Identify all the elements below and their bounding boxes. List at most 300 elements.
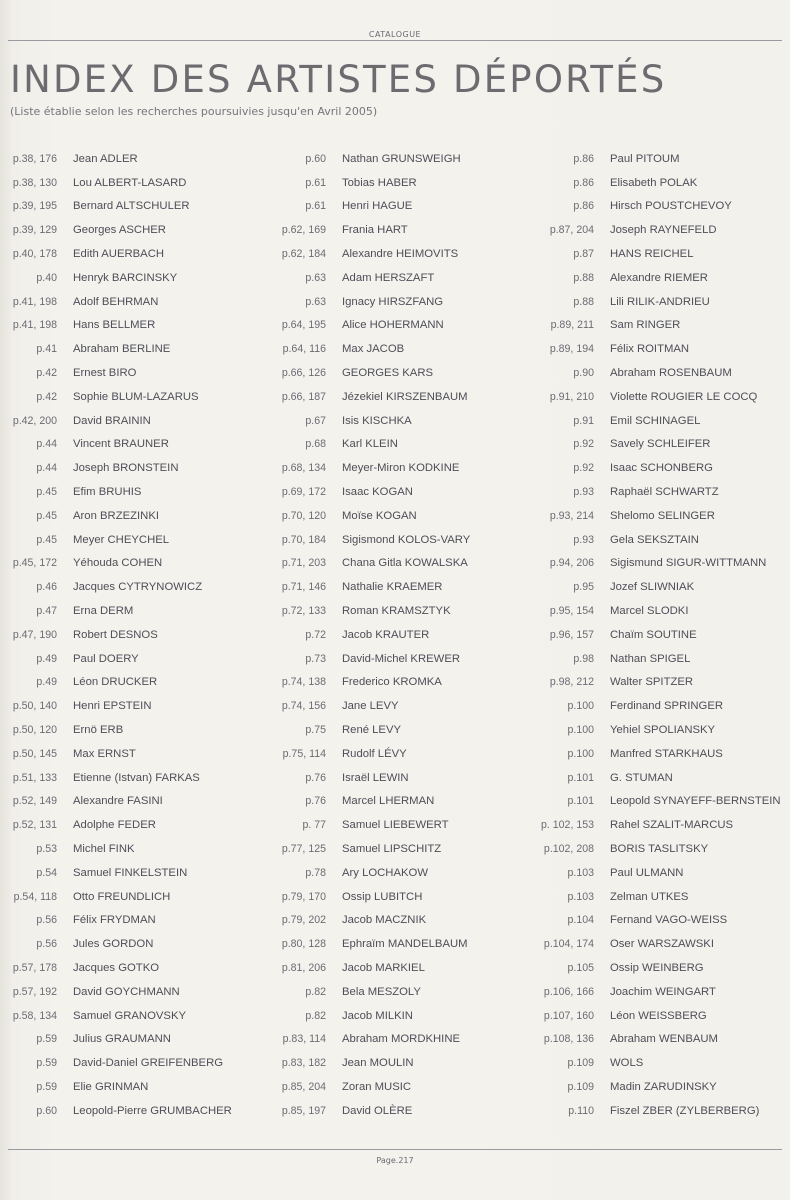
index-entry xyxy=(270,242,530,266)
page-reference: p.59 xyxy=(36,1080,57,1093)
index-entry xyxy=(270,1099,530,1123)
index-entry xyxy=(530,813,790,837)
index-entry xyxy=(530,742,790,766)
page-reference: p.45, 172 xyxy=(12,557,57,570)
index-entry xyxy=(0,456,260,480)
index-entry xyxy=(270,623,530,647)
index-entry xyxy=(0,1075,260,1099)
page-reference: p.72, 133 xyxy=(281,605,326,618)
page-reference: p.45 xyxy=(36,533,57,546)
index-entry xyxy=(270,361,530,385)
page-reference: p.78 xyxy=(305,866,326,879)
artist-name: René LEVY xyxy=(342,724,402,737)
page-reference: p.68 xyxy=(305,438,326,451)
page-reference: p.74, 138 xyxy=(281,676,326,689)
artist-name: David-Michel KREWER xyxy=(342,652,461,665)
page-reference: p.105 xyxy=(567,961,594,974)
index-entry xyxy=(0,766,260,790)
artist-name: Vincent BRAUNER xyxy=(73,438,169,451)
index-entry xyxy=(270,409,530,433)
artist-name: Max ERNST xyxy=(73,747,136,760)
artist-name: Emil SCHINAGEL xyxy=(610,414,701,427)
artist-name: Yehiel SPOLIANSKY xyxy=(610,724,716,737)
index-entry xyxy=(0,528,260,552)
artist-name: GEORGES KARS xyxy=(342,367,434,380)
index-entry xyxy=(530,909,790,933)
page-reference: p.90 xyxy=(573,367,594,380)
page-reference: p.110 xyxy=(568,1104,594,1117)
index-entry xyxy=(530,718,790,742)
page-reference: p.80, 128 xyxy=(281,938,326,951)
page-reference: p.104 xyxy=(567,914,594,927)
index-entry xyxy=(0,790,260,814)
index-entry xyxy=(270,171,530,195)
page-reference: p.64, 195 xyxy=(281,319,326,332)
index-entry xyxy=(530,290,790,314)
index-entry xyxy=(0,504,260,528)
page-reference: p.93, 214 xyxy=(549,509,594,522)
artist-name: Jules GORDON xyxy=(73,938,154,951)
artist-name: Hans BELLMER xyxy=(73,319,156,332)
page-reference: p.59 xyxy=(36,1033,57,1046)
page-reference: p.94, 206 xyxy=(549,557,594,570)
index-entry xyxy=(530,528,790,552)
index-entry xyxy=(270,885,530,909)
page-reference: p.86 xyxy=(573,176,594,189)
page-reference: p.39, 129 xyxy=(12,224,57,237)
artist-name: Abraham BERLINE xyxy=(73,343,171,356)
artist-name: Lili RILIK-ANDRIEU xyxy=(610,295,710,308)
artist-name: Max JACOB xyxy=(342,343,405,356)
index-entry xyxy=(0,480,260,504)
artist-name: Samuel LIPSCHITZ xyxy=(342,843,442,855)
page-reference: p.98 xyxy=(573,652,594,665)
index-entry xyxy=(530,337,790,361)
artist-name: Samuel LIEBEWERT xyxy=(342,819,449,832)
artist-name: Ossip WEINBERG xyxy=(610,961,704,974)
index-entry xyxy=(270,956,530,980)
index-entry xyxy=(270,671,530,695)
artist-name: Roman KRAMSZTYK xyxy=(342,605,451,618)
page-reference: p.42 xyxy=(36,367,57,380)
artist-name: Marcel LHERMAN xyxy=(342,795,435,808)
page-reference: p.79, 202 xyxy=(281,914,326,927)
index-entry xyxy=(0,433,260,457)
artist-name: Léon WEISSBERG xyxy=(610,1009,707,1022)
page-reference: p.61 xyxy=(305,200,326,213)
artist-name: David OLÈRE xyxy=(342,1104,413,1117)
artist-name: David BRAININ xyxy=(73,414,151,427)
artist-name: Jacques GOTKO xyxy=(73,961,160,974)
index-entry xyxy=(270,790,530,814)
page-reference: p.52, 149 xyxy=(12,795,57,808)
page-reference: p.98, 212 xyxy=(549,676,594,689)
page-reference: p.87 xyxy=(573,248,594,261)
artist-name: Robert DESNOS xyxy=(73,628,158,641)
page-reference: p.101 xyxy=(567,771,594,784)
page-reference: p.100 xyxy=(567,724,594,737)
index-entry xyxy=(270,1075,530,1099)
index-entry xyxy=(270,813,530,837)
index-entry xyxy=(530,171,790,195)
artist-name: Nathan SPIGEL xyxy=(610,652,691,665)
page-reference: p.51, 133 xyxy=(12,771,57,784)
index-entry xyxy=(530,385,790,409)
page-reference: p.57, 178 xyxy=(12,961,57,974)
page-reference: p.82 xyxy=(305,1009,326,1022)
index-entry xyxy=(0,1051,260,1075)
page-reference: p.71, 203 xyxy=(281,557,326,570)
index-entry xyxy=(270,647,530,671)
artist-name: Manfred STARKHAUS xyxy=(610,747,723,760)
page-reference: p.52, 131 xyxy=(12,819,57,832)
artist-name: Joseph RAYNEFELD xyxy=(610,224,717,237)
artist-name: Joachim WEINGART xyxy=(610,985,716,998)
index-entry xyxy=(530,242,790,266)
artist-name: Abraham ROSENBAUM xyxy=(610,367,732,380)
index-entry xyxy=(0,195,260,219)
index-entry xyxy=(270,433,530,457)
index-entry xyxy=(270,147,530,171)
page-reference: p.47 xyxy=(36,605,57,618)
index-entry xyxy=(0,266,260,290)
page-reference: p.70, 184 xyxy=(281,533,326,546)
artist-name: Jézekiel KIRSZENBAUM xyxy=(342,390,468,403)
footer-divider xyxy=(8,1149,782,1150)
index-entry xyxy=(530,361,790,385)
page-reference: p.83, 182 xyxy=(281,1057,326,1070)
artist-name: HANS REICHEL xyxy=(610,248,694,261)
index-entry xyxy=(0,837,260,861)
page-reference: p.63 xyxy=(305,271,326,284)
page-reference: p.76 xyxy=(305,771,326,784)
index-entry xyxy=(270,766,530,790)
page-reference: p.88 xyxy=(573,271,594,284)
page-reference: p.101 xyxy=(567,795,594,808)
index-entry xyxy=(530,837,790,861)
page-reference: p.81, 206 xyxy=(281,961,326,974)
index-entry xyxy=(530,409,790,433)
artist-name: Lou ALBERT-LASARD xyxy=(73,176,187,189)
index-entry xyxy=(530,1051,790,1075)
page-reference: p.85, 197 xyxy=(281,1104,326,1117)
artist-name: Joseph BRONSTEIN xyxy=(73,462,179,475)
page-reference: p.50, 120 xyxy=(12,724,57,737)
artist-name: Bernard ALTSCHULER xyxy=(73,200,190,213)
index-entry xyxy=(270,480,530,504)
index-entry xyxy=(0,552,260,576)
artist-name: Samuel GRANOVSKY xyxy=(73,1009,187,1022)
header-divider xyxy=(8,40,782,41)
artist-name: BORIS TASLITSKY xyxy=(610,843,709,855)
index-entry xyxy=(270,218,530,242)
index-entry xyxy=(270,1004,530,1028)
page-reference: p.71, 146 xyxy=(281,581,326,594)
page-reference: p.89, 194 xyxy=(549,343,594,356)
page-reference: p.44 xyxy=(36,438,57,451)
artist-name: Zoran MUSIC xyxy=(342,1080,412,1093)
page-reference: p.77, 125 xyxy=(281,843,326,855)
index-entry xyxy=(0,694,260,718)
index-entry xyxy=(270,528,530,552)
page-reference: p.46 xyxy=(36,581,57,594)
artist-name: Israël LEWIN xyxy=(342,771,409,784)
artist-name: Savely SCHLEIFER xyxy=(610,438,711,451)
artist-name: Jean ADLER xyxy=(73,152,138,165)
artist-name: Jozef SLIWNIAK xyxy=(610,581,695,594)
artist-name: WOLS xyxy=(610,1057,644,1070)
page-reference: p.67 xyxy=(305,414,326,427)
index-entry xyxy=(530,599,790,623)
page-reference: p.103 xyxy=(567,890,594,903)
index-entry xyxy=(0,1027,260,1051)
index-entry xyxy=(270,837,530,861)
page-reference: p.93 xyxy=(573,486,594,499)
page-subtitle: (Liste établie selon les recherches poursuivies jusqu'en Avril 2005) xyxy=(10,105,378,118)
index-entry xyxy=(0,742,260,766)
artist-name: Leopold-Pierre GRUMBACHER xyxy=(73,1104,232,1117)
page-reference: p.68, 134 xyxy=(281,462,326,475)
page-reference: p.49 xyxy=(36,652,57,665)
page-reference: p.100 xyxy=(567,747,594,760)
artist-name: David-Daniel GREIFENBERG xyxy=(73,1057,224,1070)
page-reference: p.86 xyxy=(573,200,594,213)
artist-name: Isaac KOGAN xyxy=(342,486,413,499)
page-reference: p.85, 204 xyxy=(281,1080,326,1093)
index-entry xyxy=(0,290,260,314)
page-reference: p.54, 118 xyxy=(13,890,57,903)
page-reference: p.75 xyxy=(305,724,326,737)
page-reference: p.75, 114 xyxy=(282,747,326,760)
page-reference: p.89, 211 xyxy=(550,319,594,332)
artist-name: Léon DRUCKER xyxy=(73,676,158,689)
artist-name: Sigismund SIGUR-WITTMANN xyxy=(610,557,767,570)
page-reference: p.49 xyxy=(36,676,57,689)
artist-name: Hirsch POUSTCHEVOY xyxy=(610,200,732,213)
page-reference: p.41 xyxy=(36,343,57,356)
page-reference: p.40, 178 xyxy=(12,248,57,261)
artist-name: Jacob KRAUTER xyxy=(342,628,430,641)
index-entry xyxy=(270,861,530,885)
artist-name: Georges ASCHER xyxy=(73,224,166,237)
page-reference: p.91 xyxy=(573,414,594,427)
page-reference: p.91, 210 xyxy=(549,390,594,403)
artist-name: Chana Gitla KOWALSKA xyxy=(342,557,468,570)
page-reference: p.41, 198 xyxy=(12,319,57,332)
page-reference: p.50, 145 xyxy=(12,747,57,760)
artist-name: G. STUMAN xyxy=(610,771,673,784)
page-reference: p.103 xyxy=(567,866,594,879)
artist-name: Abraham WENBAUM xyxy=(610,1033,718,1046)
artist-name: Ernest BIRO xyxy=(73,367,137,380)
index-entry xyxy=(270,290,530,314)
index-entry xyxy=(0,885,260,909)
page-reference: p.41, 198 xyxy=(12,295,57,308)
index-entry xyxy=(0,861,260,885)
artist-name: Karl KLEIN xyxy=(342,438,398,451)
artist-name: Henryk BARCINSKY xyxy=(73,271,178,284)
index-entry xyxy=(0,147,260,171)
artist-name: Adolphe FEDER xyxy=(73,819,156,832)
index-entry xyxy=(530,790,790,814)
artist-name: Abraham MORDKHINE xyxy=(342,1033,461,1046)
page-reference: p.38, 130 xyxy=(12,176,57,189)
artist-name: Rudolf LÉVY xyxy=(342,747,407,760)
index-entry xyxy=(530,575,790,599)
artist-name: Otto FREUNDLICH xyxy=(73,890,171,903)
index-entry xyxy=(0,1004,260,1028)
page-reference: p.62, 169 xyxy=(281,224,326,237)
page-title: INDEX DES ARTISTES DÉPORTÉS xyxy=(10,58,667,101)
index-entry xyxy=(270,599,530,623)
index-entry xyxy=(0,813,260,837)
artist-name: Jacques CYTRYNOWICZ xyxy=(73,581,203,594)
index-entry xyxy=(530,861,790,885)
index-entry xyxy=(0,909,260,933)
artist-name: Sam RINGER xyxy=(610,319,681,332)
index-entry xyxy=(0,599,260,623)
artist-name: Alexandre FASINI xyxy=(73,795,163,808)
index-entry xyxy=(270,504,530,528)
index-entry xyxy=(0,932,260,956)
index-entry xyxy=(530,1075,790,1099)
index-entry xyxy=(530,766,790,790)
index-entry xyxy=(270,266,530,290)
page-reference: p.95 xyxy=(573,581,594,594)
page-reference: p.70, 120 xyxy=(281,509,326,522)
artist-name: Jacob MILKIN xyxy=(342,1009,413,1022)
page-reference: p.50, 140 xyxy=(12,700,57,713)
page-reference: p.92 xyxy=(573,438,594,451)
page-reference: p.59 xyxy=(36,1057,57,1070)
page-reference: p. 77 xyxy=(302,819,326,832)
index-entry xyxy=(0,647,260,671)
artist-name: Elisabeth POLAK xyxy=(610,176,698,189)
page-reference: p.76 xyxy=(305,795,326,808)
artist-name: Félix ROITMAN xyxy=(610,343,690,356)
index-entry xyxy=(530,1004,790,1028)
artist-name: Ernö ERB xyxy=(73,724,124,737)
page-reference: p.73 xyxy=(305,652,326,665)
index-entry xyxy=(0,218,260,242)
artist-name: Violette ROUGIER LE COCQ xyxy=(610,390,758,403)
artist-name: Paul ULMANN xyxy=(610,866,684,879)
index-entry xyxy=(530,266,790,290)
artist-name: Efim BRUHIS xyxy=(73,486,142,499)
page-reference: p.62, 184 xyxy=(281,248,326,261)
page-reference: p.38, 176 xyxy=(12,152,57,165)
index-entry xyxy=(530,980,790,1004)
index-entry xyxy=(530,456,790,480)
artist-name: Walter SPITZER xyxy=(610,676,694,689)
artist-name: David GOYCHMANN xyxy=(73,985,180,998)
artist-name: Madin ZARUDINSKY xyxy=(610,1080,717,1093)
page-number: Page.217 xyxy=(376,1156,414,1165)
index-entry xyxy=(530,647,790,671)
page-reference: p.42, 200 xyxy=(12,414,57,427)
index-entry xyxy=(0,361,260,385)
artist-name: Erna DERM xyxy=(73,605,134,618)
page-reference: p.109 xyxy=(567,1057,594,1070)
index-entry xyxy=(530,433,790,457)
index-entry xyxy=(270,314,530,338)
index-entry xyxy=(270,980,530,1004)
artist-name: Zelman UTKES xyxy=(610,890,689,903)
artist-name: Elie GRINMAN xyxy=(73,1080,149,1093)
page-reference: p.66, 187 xyxy=(281,390,326,403)
page-reference: p.93 xyxy=(573,533,594,546)
artist-name: Fiszel ZBER (ZYLBERBERG) xyxy=(610,1104,760,1117)
page-reference: p.45 xyxy=(36,486,57,499)
index-entry xyxy=(270,1051,530,1075)
artist-name: Adam HERSZAFT xyxy=(342,271,435,284)
page-reference: p.95, 154 xyxy=(549,605,594,618)
artist-name: Edith AUERBACH xyxy=(73,248,165,261)
index-entry xyxy=(0,575,260,599)
artist-name: Oser WARSZAWSKI xyxy=(610,938,714,951)
artist-name: Ossip LUBITCH xyxy=(342,890,423,903)
artist-name: Meyer-Miron KODKINE xyxy=(342,462,460,475)
page-reference: p.82 xyxy=(305,985,326,998)
page-reference: p.64, 116 xyxy=(282,343,326,356)
artist-name: Rahel SZALIT-MARCUS xyxy=(610,819,734,832)
artist-name: Henri EPSTEIN xyxy=(73,700,152,713)
index-entry xyxy=(530,694,790,718)
page-reference: p.54 xyxy=(36,866,57,879)
index-entry xyxy=(270,552,530,576)
index-column-3 xyxy=(530,147,790,1123)
page-reference: p.104, 174 xyxy=(543,938,594,951)
page-reference: p.106, 166 xyxy=(543,985,594,998)
artist-name: Yéhouda COHEN xyxy=(73,557,163,570)
artist-name: Alexandre HEIMOVITS xyxy=(342,248,459,261)
artist-name: Ephraïm MANDELBAUM xyxy=(342,938,468,951)
index-entry xyxy=(530,504,790,528)
artist-name: Adolf BEHRMAN xyxy=(73,295,159,308)
page-reference: p.63 xyxy=(305,295,326,308)
index-entry xyxy=(530,480,790,504)
index-entry xyxy=(530,195,790,219)
index-entry xyxy=(270,718,530,742)
artist-name: Leopold SYNAYEFF-BERNSTEIN xyxy=(610,795,781,808)
artist-name: Meyer CHEYCHEL xyxy=(73,533,170,546)
index-entry xyxy=(270,1027,530,1051)
index-entry xyxy=(270,932,530,956)
artist-name: Ferdinand SPRINGER xyxy=(610,700,724,713)
index-entry xyxy=(530,218,790,242)
page-reference: p.96, 157 xyxy=(549,628,594,641)
index-entry xyxy=(0,623,260,647)
page-reference: p.87, 204 xyxy=(549,224,594,237)
artist-name: Tobias HABER xyxy=(342,176,417,189)
artist-name: Frania HART xyxy=(342,224,408,237)
artist-name: Sophie BLUM-LAZARUS xyxy=(73,390,199,403)
artist-name: Jacob MARKIEL xyxy=(342,961,425,974)
page-reference: p.88 xyxy=(573,295,594,308)
index-entry xyxy=(530,956,790,980)
artist-name: Isaac SCHONBERG xyxy=(610,462,713,475)
page-reference: p.108, 136 xyxy=(543,1033,594,1046)
page-reference: p.74, 156 xyxy=(281,700,326,713)
artist-name: Aron BRZEZINKI xyxy=(73,509,160,522)
page-reference: p.42 xyxy=(36,390,57,403)
artist-name: Marcel SLODKI xyxy=(610,605,689,618)
index-entry xyxy=(0,314,260,338)
artist-name: Chaïm SOUTINE xyxy=(610,628,697,641)
artist-name: Frederico KROMKA xyxy=(342,676,442,689)
artist-name: Shelomo SELINGER xyxy=(610,509,715,522)
index-entry xyxy=(530,552,790,576)
